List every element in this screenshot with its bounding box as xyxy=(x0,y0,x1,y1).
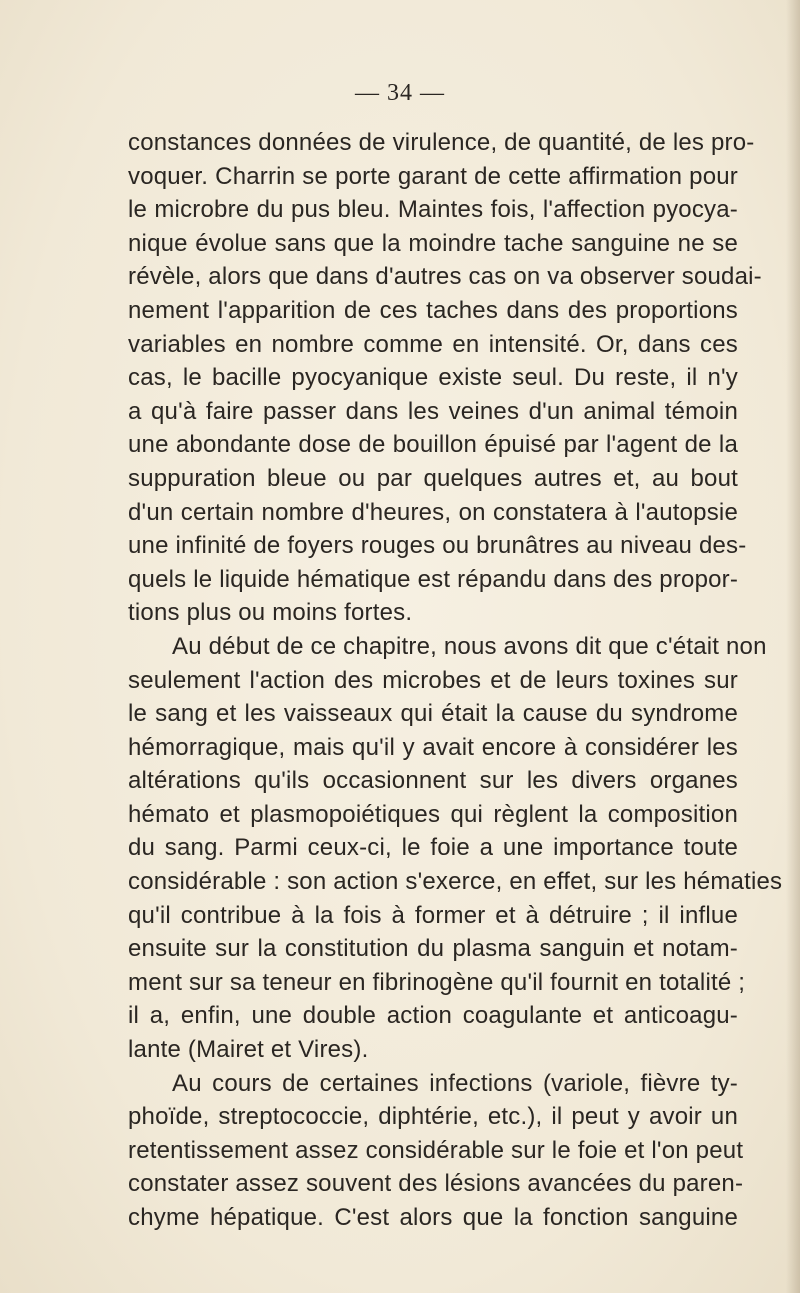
text-line: voquer. Charrin se porte garant de cette affirmation pour xyxy=(128,162,738,190)
text-line: constances données de virulence, de quantité, de les pro- xyxy=(128,129,755,156)
text-line: nement l'apparition de ces taches dans des proportions xyxy=(128,296,738,324)
text-line: retentissement assez considérable sur le foie et l'on peut xyxy=(128,1136,744,1164)
text-line: il a, enfin, une double action coagulante et anticoagu- xyxy=(128,1002,738,1030)
text-line: du sang. Parmi ceux-ci, le foie a une importance toute xyxy=(128,834,738,862)
page-edge-shadow xyxy=(786,0,800,1293)
text-line: suppuration bleue ou par quelques autres et, au bout xyxy=(128,464,738,492)
text-line: ensuite sur la constitution du plasma sanguin et notam- xyxy=(128,935,738,963)
text-line: a qu'à faire passer dans les veines d'un animal témoin xyxy=(128,397,738,425)
text-line: Au cours de certaines infections (variole, fièvre ty- xyxy=(172,1069,738,1097)
text-line: hémato et plasmopoiétiques qui règlent la composition xyxy=(128,800,738,828)
text-line: nique évolue sans que la moindre tache sanguine ne se xyxy=(128,229,738,257)
text-line: d'un certain nombre d'heures, on constatera à l'autopsie xyxy=(128,498,738,526)
text-line: révèle, alors que dans d'autres cas on va observer soudai- xyxy=(128,263,762,291)
text-line: ment sur sa teneur en fibrinogène qu'il fournit en totalité ; xyxy=(128,968,746,996)
text-line: variables en nombre comme en intensité. Or, dans ces xyxy=(128,330,738,358)
text-line: phoïde, streptococcie, diphtérie, etc.), il peut y avoir un xyxy=(128,1103,738,1131)
text-line: chyme hépatique. C'est alors que la fonction sanguine xyxy=(128,1204,738,1231)
text-line: une infinité de foyers rouges ou brunâtres au niveau des- xyxy=(128,532,747,560)
text-line: une abondante dose de bouillon épuisé par l'agent de la xyxy=(128,431,738,459)
text-line: seulement l'action des microbes et de leurs toxines sur xyxy=(128,666,738,694)
text-line: constater assez souvent des lésions avancées du paren- xyxy=(128,1170,744,1198)
text-line: qu'il contribue à la fois à former et à détruire ; il influe xyxy=(128,901,738,929)
text-line: considérable : son action s'exerce, en effet, sur les hématies xyxy=(128,868,783,896)
text-line: cas, le bacille pyocyanique existe seul. Du reste, il n'y xyxy=(128,364,738,392)
text-line: lante (Mairet et Vires). xyxy=(128,1036,369,1064)
body-text xyxy=(128,126,783,1235)
text-line: quels le liquide hématique est répandu dans des propor- xyxy=(128,565,739,593)
text-line: le sang et les vaisseaux qui était la cause du syndrome xyxy=(128,700,738,728)
text-line: Au début de ce chapitre, nous avons dit que c'était non xyxy=(172,632,767,660)
text-line: le microbre du pus bleu. Maintes fois, l'affection pyocya- xyxy=(128,196,738,224)
text-line: tions plus ou moins fortes. xyxy=(128,599,413,627)
text-line: hémorragique, mais qu'il y avait encore à considérer les xyxy=(128,733,738,761)
text-line: altérations qu'ils occasionnent sur les divers organes xyxy=(128,767,738,795)
page-number: — 34 — xyxy=(355,80,445,106)
